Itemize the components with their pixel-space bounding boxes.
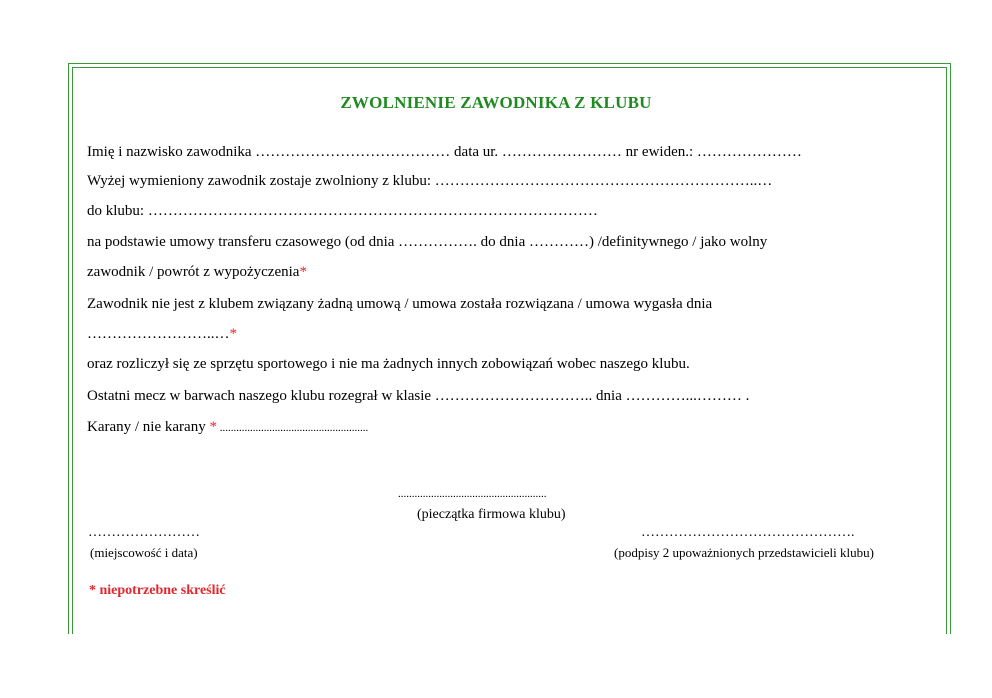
last-match-line: Ostatni mecz w barwach naszego klubu rozegrał w klasie ………………………….. dnia …………...……… . — [87, 388, 750, 404]
loan-return-text: zawodnik / powrót z wypożyczenia — [87, 264, 300, 280]
footnote: * niepotrzebne skreślić — [89, 583, 226, 598]
player-name-line: Imię i nazwisko zawodnika ………………………………… data ur. …………………… nr ewiden.: ………………… — [87, 144, 802, 160]
representatives-label: (podpisy 2 upoważnionych przedstawicieli klubu) — [614, 545, 874, 560]
released-from-club-line: Wyżej wymieniony zawodnik zostaje zwolniony z klubu: ………………………………………………………..… — [87, 173, 773, 189]
asterisk-mark: * — [209, 419, 217, 435]
penalty-text: Karany / nie karany — [87, 419, 210, 435]
representatives-dots: ………………………………………. — [641, 525, 855, 540]
contract-date-line — [87, 325, 237, 343]
form-title: ZWOLNIENIE ZAWODNIKA Z KLUBU — [340, 93, 652, 112]
stamp-label: (pieczątka firmowa klubu) — [417, 507, 566, 522]
penalty-dots: ...................................................... — [216, 422, 369, 434]
loan-return-line — [87, 263, 307, 281]
place-date-dots: …………………… — [88, 525, 200, 540]
equipment-settled-line: oraz rozliczył się ze sprzętu sportowego i nie ma żadnych innych zobowiązań wobec naszego klubu. — [87, 356, 690, 372]
stamp-dots: ...................................................... — [398, 488, 547, 500]
contract-date-dots: ……………………..… — [87, 326, 230, 342]
penalty-line — [87, 418, 368, 437]
to-club-line: do klubu: ……………………………………………………………………………… — [87, 203, 598, 219]
contract-status-line: Zawodnik nie jest z klubem związany żadną umową / umowa została rozwiązana / umowa wygasła dnia — [87, 296, 713, 312]
place-date-label: (miejscowość i data) — [90, 545, 198, 560]
asterisk-mark: * — [229, 326, 237, 342]
asterisk-mark: * — [299, 264, 307, 280]
transfer-basis-line: na podstawie umowy transferu czasowego (od dnia ……………. do dnia …………) /definitywnego / jako wolny — [87, 234, 768, 250]
